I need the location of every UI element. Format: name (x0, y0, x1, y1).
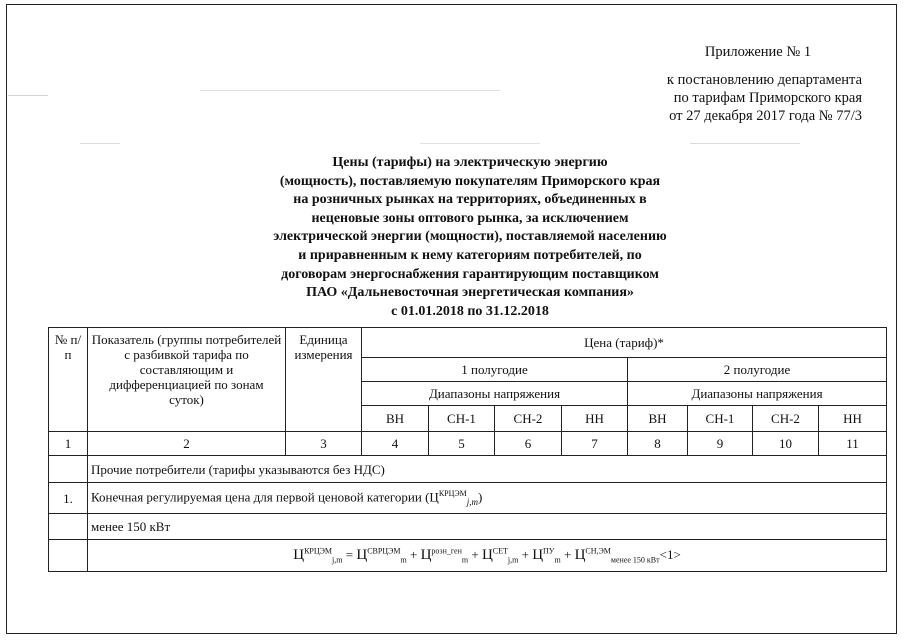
voltage-level: ВН (628, 406, 688, 432)
voltage-level: СН-1 (688, 406, 753, 432)
voltage-level: ВН (362, 406, 429, 432)
decree-line: от 27 декабря 2017 года № 77/3 (669, 108, 862, 124)
header-unit: Единица измерения (286, 328, 362, 432)
title-line: договорам энергоснабжения гарантирующим поставщиком (281, 266, 659, 282)
title-line: на розничных рынках на территориях, объединенных в (293, 192, 647, 208)
formula-sup: КРЦЭМ (304, 546, 333, 556)
formula-sup: СВРЦЭМ (367, 546, 401, 556)
row-close: ) (478, 489, 483, 505)
formula-symbol: Ц (293, 546, 305, 563)
empty-cell (49, 540, 88, 572)
column-number: 8 (628, 432, 688, 456)
column-number: 1 (49, 432, 88, 456)
decree-line: к постановлению департамента (666, 72, 862, 88)
empty-cell (49, 456, 88, 483)
scan-artifact (80, 143, 120, 144)
formula-sub: m (461, 555, 469, 565)
appendix-label: Приложение № 1 (704, 44, 812, 60)
scan-artifact (420, 143, 540, 144)
header-voltage-ranges-2: Диапазоны напряжения (628, 382, 887, 406)
scan-artifact (8, 95, 48, 96)
column-number: 4 (362, 432, 429, 456)
formula-sub: j,m (332, 555, 343, 565)
title-line: неценовые зоны оптового рынка, за исключением (311, 210, 629, 226)
header-indicator: Показатель (группы потребителей с разбивкой тарифа по составляющим и дифференциацией по зонам суток) (88, 328, 286, 432)
formula-sup: ПУ (543, 546, 555, 556)
formula-footnote: <1> (659, 546, 681, 562)
formula-op: = (342, 546, 357, 562)
title-line: ПАО «Дальневосточная энергетическая компания» (306, 285, 634, 301)
formula-op: + (468, 546, 482, 562)
row-text: Конечная регулируемая цена для первой ценовой категории (Ц (91, 489, 439, 505)
header-price: Цена (тариф)* (362, 328, 887, 358)
header-voltage-ranges-1: Диапазоны напряжения (362, 382, 628, 406)
tariff-table (48, 327, 887, 572)
header-half-2: 2 полугодие (628, 358, 887, 382)
column-number: 9 (688, 432, 753, 456)
formula-sup: розн_ген (431, 546, 462, 556)
column-number: 5 (429, 432, 495, 456)
title-line: с 01.01.2018 по 31.12.2018 (391, 303, 549, 319)
header-num: № п/п (49, 328, 88, 432)
formula-sub: менее 150 кВт (610, 555, 660, 565)
title-line: Цены (тарифы) на электрическую энергию (332, 155, 608, 170)
formula-symbol: Ц (356, 546, 368, 563)
voltage-level: НН (562, 406, 628, 432)
title-line: электрической энергии (мощности), поставляемой населению (273, 229, 667, 245)
row-sub: j,m (466, 496, 479, 507)
formula-op: + (518, 546, 533, 562)
formula-symbol: Ц (481, 546, 493, 563)
title-line: (мощность), поставляемую покупателям Приморского края (279, 173, 661, 189)
row-less-150kw: менее 150 кВт (88, 514, 887, 540)
column-number: 3 (286, 432, 362, 456)
formula-op: + (560, 546, 575, 562)
voltage-level: СН-1 (429, 406, 495, 432)
voltage-level: СН-2 (495, 406, 562, 432)
section-other-consumers: Прочие потребители (тарифы указываются без НДС) (88, 456, 887, 483)
formula-sup: СЕТ (492, 546, 508, 556)
formula-sub: m (554, 555, 561, 565)
formula-sup: СН,ЭМ (585, 546, 611, 556)
decree-reference (600, 71, 862, 125)
voltage-level: НН (819, 406, 887, 432)
scan-artifact (200, 90, 500, 91)
column-number: 11 (819, 432, 887, 456)
formula-symbol: Ц (574, 546, 586, 563)
voltage-level: СН-2 (753, 406, 819, 432)
column-number: 6 (495, 432, 562, 456)
column-number: 7 (562, 432, 628, 456)
row-number: 1. (49, 483, 88, 514)
column-number: 2 (88, 432, 286, 456)
row-first-price-category (88, 483, 887, 514)
empty-cell (49, 514, 88, 540)
formula-sub: j,m (507, 555, 519, 565)
title-line: и приравненным к нему категориям потребителей, по (298, 247, 642, 263)
column-number: 10 (753, 432, 819, 456)
header-half-1: 1 полугодие (362, 358, 628, 382)
document-title (220, 154, 720, 321)
formula-cell (88, 540, 887, 572)
formula-sub: m (400, 555, 407, 565)
formula-symbol: Ц (420, 546, 432, 563)
scan-artifact (690, 143, 800, 144)
formula-op: + (406, 546, 421, 562)
formula-symbol: Ц (532, 546, 544, 563)
row-sup: КРЦЭМ (438, 489, 467, 499)
price-formula (293, 546, 681, 565)
decree-line: по тарифам Приморского края (673, 90, 862, 106)
